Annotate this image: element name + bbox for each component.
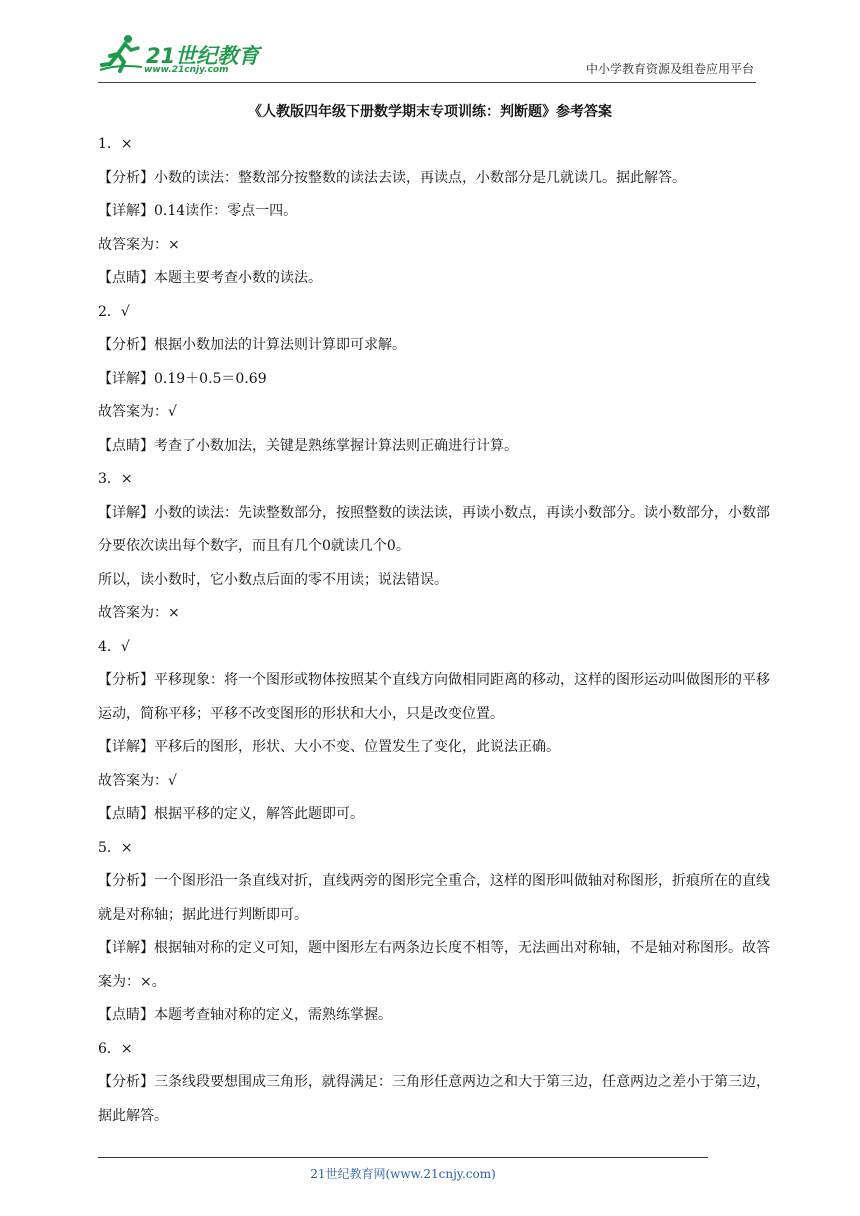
document-title: 《人教版四年级下册数学期末专项训练：判断题》参考答案 bbox=[248, 104, 612, 120]
paragraph: 【详解】0.19＋0.5＝0.69 bbox=[98, 370, 267, 387]
logo-text: 21世纪教育 bbox=[146, 44, 260, 68]
paragraph: 【点睛】根据平移的定义，解答此题即可。 bbox=[98, 806, 364, 822]
paragraph: 【分析】小数的读法：整数部分按整数的读法去读，再读点，小数部分是几就读几。据此解答。 bbox=[98, 169, 686, 186]
paragraph: 所以，读小数时，它小数点后面的零不用读；说法错误。 bbox=[98, 571, 448, 588]
paragraph: 【分析】三条线段要想围成三角形，就得满足：三角形任意两边之和大于第三边，任意两边之差小于第三边，据此解答。 bbox=[98, 1074, 770, 1124]
paragraph: 1．× bbox=[98, 136, 133, 152]
paragraph: 【详解】平移后的图形，形状、大小不变、位置发生了变化，此说法正确。 bbox=[98, 739, 560, 755]
paragraph: 故答案为：√ bbox=[98, 404, 177, 420]
paragraph: 4．√ bbox=[98, 638, 130, 655]
paragraph: 故答案为：× bbox=[98, 236, 180, 253]
header-platform-text: 中小学教育资源及组卷应用平台 bbox=[585, 62, 754, 76]
paragraph: 故答案为：× bbox=[98, 605, 180, 621]
paragraph: 【分析】根据小数加法的计算法则计算即可求解。 bbox=[98, 337, 406, 353]
running-figure-logo-icon bbox=[98, 34, 144, 74]
paragraph: 【分析】一个图形沿一条直线对折，直线两旁的图形完全重合，这样的图形叫做轴对称图形，折痕所在的直线就是对称轴；据此进行判断即可。 bbox=[98, 873, 770, 923]
paragraph: 5．× bbox=[98, 839, 133, 856]
paragraph: 【点睛】本题考查轴对称的定义，需熟练掌握。 bbox=[98, 1007, 392, 1023]
site-logo bbox=[98, 34, 268, 74]
logo-url: www.21cnjy.com bbox=[144, 65, 229, 75]
paragraph: 6．× bbox=[98, 1040, 133, 1057]
paragraph: 【详解】小数的读法：先读整数部分，按照整数的读法读，再读小数点，再读小数部分。读小数部分，小数部分要依次读出每个数字，而且有几个0就读几个0。 bbox=[98, 504, 770, 554]
paragraph: 【分析】平移现象：将一个图形或物体按照某个直线方向做相同距离的移动，这样的图形运动叫做图形的平移运动，简称平移；平移不改变图形的形状和大小，只是改变位置。 bbox=[98, 672, 770, 722]
footer-site-link[interactable]: 21世纪教育网(www.21cnjy.com) bbox=[310, 1167, 496, 1181]
answer-content bbox=[98, 128, 772, 1133]
paragraph: 【点睛】本题主要考查小数的读法。 bbox=[98, 270, 322, 286]
paragraph: 2．√ bbox=[98, 303, 130, 320]
paragraph: 【详解】根据轴对称的定义可知，题中图形左右两条边长度不相等，无法画出对称轴，不是轴对称图形。故答案为：×。 bbox=[98, 940, 770, 990]
page-header bbox=[98, 30, 756, 83]
paragraph: 故答案为：√ bbox=[98, 772, 177, 789]
paragraph: 【点睛】考查了小数加法，关键是熟练掌握计算法则正确进行计算。 bbox=[98, 437, 518, 454]
paragraph: 3．× bbox=[98, 471, 133, 487]
paragraph: 【详解】0.14读作：零点一四。 bbox=[98, 203, 298, 219]
footer-divider bbox=[98, 1157, 708, 1158]
